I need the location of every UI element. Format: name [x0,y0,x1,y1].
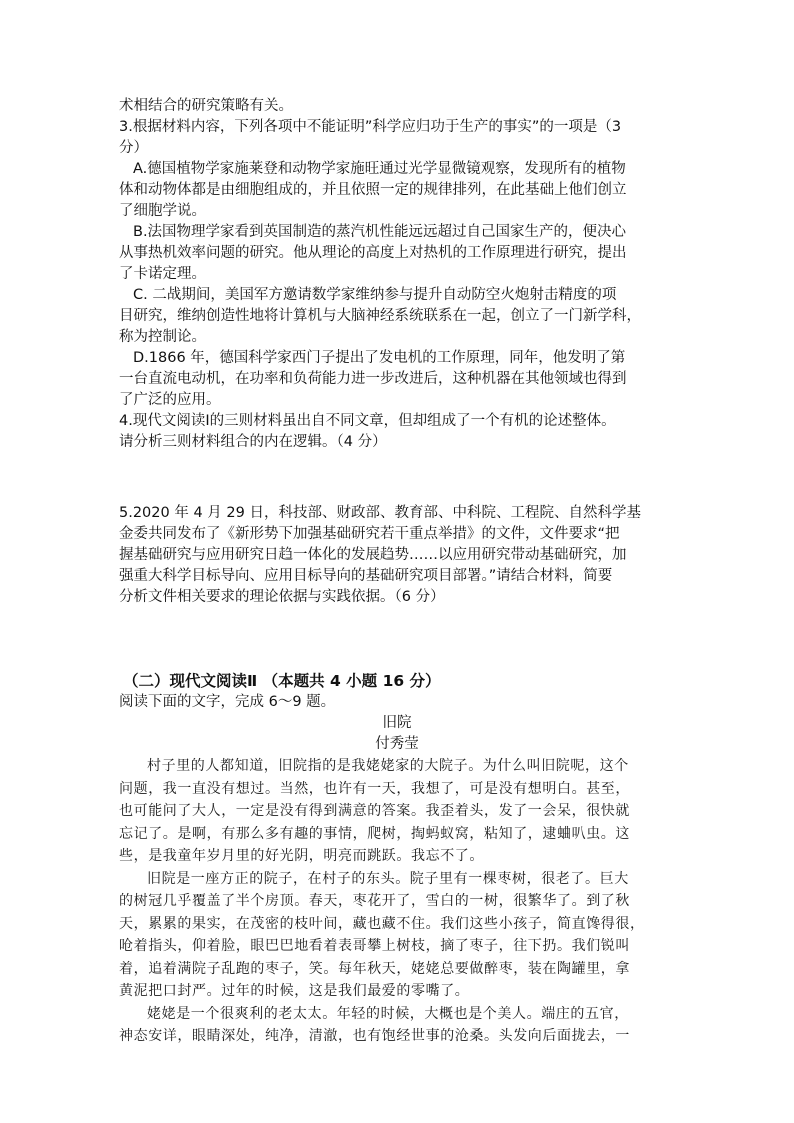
story-line: 忘记了。是啊，有那么多有趣的事情，爬树，掏蚂蚁窝，粘知了，逮蛐叭虫。这 [119,825,630,842]
exam-page [119,96,675,1048]
question-5 [119,503,675,608]
question-3-option-d [119,348,675,411]
intro-tail-text: 术相结合的研究策略有关。 [119,98,293,114]
question-4-line: 请分析三则材料组合的内在逻辑。（4 分） [119,434,387,450]
question-4-line: 4.现代文阅读Ⅰ的三则材料虽出自不同文章，但却组成了一个有机的论述整体。 [119,413,616,429]
story-line: 姥姥是一个很爽利的老太太。年轻的时候，大概也是个美人。端庄的五官， [147,1005,629,1022]
option-a-line: A.德国植物学家施莱登和动物学家施旺通过光学显微镜观察，发现所有的植物 [133,161,626,177]
question-3-stem-line: 分） [119,140,148,156]
story-line: 村子里的人都知道，旧院指的是我姥姥家的大院子。为什么叫旧院呢，这个 [147,758,629,774]
question-3-option-c [119,285,675,348]
story-line: 的树冠几乎覆盖了半个房顶。春天，枣花开了，雪白的一树，很繁华了。到了秋 [119,893,630,909]
story-paragraph [119,755,675,868]
story-paragraph [119,868,675,1003]
story-line: 天，累累的果实，在茂密的枝叶间，藏也藏不住。我们这些小孩子，简直馋得很， [119,915,645,932]
story-line: 呛着指头，仰着脸，眼巴巴地看着表哥攀上树枝，摘了枣子，往下扔。我们锐叫 [119,938,630,954]
option-d-line: 一台直流电动机，在功率和负荷能力进一步改进后，这种机器在其他领域也得到 [119,371,627,387]
question-3 [119,117,675,411]
question-3-option-b [119,222,675,285]
option-b-line: 了卡诺定理。 [119,266,206,282]
option-c-line: 称为控制论。 [119,329,206,345]
section-heading: （二）现代文阅读Ⅱ （本题共 4 小题 16 分） [123,672,441,690]
question-4 [119,411,675,453]
story-author: 付秀莹 [375,736,419,752]
question-5-line: 分析文件相关要求的理论依据与实践依据。（6 分） [119,589,445,605]
option-c-line: C. 二战期间，美国军方邀请数学家维纳参与提升自动防空火炮射击精度的项 [133,287,617,303]
question-5-line: 握基础研究与应用研究日趋一体化的发展趋势……以应用研究带动基础研究，加 [119,547,627,563]
option-a-line: 了细胞学说。 [119,203,206,219]
option-b-line: 从事热机效率问题的研究。他从理论的高度上对热机的工作原理进行研究，提出 [119,245,627,261]
section-instruction: 阅读下面的文字，完成 6～9 题。 [119,694,336,710]
question-3-option-a [119,159,675,222]
answer-space [119,453,675,503]
story-line: 些，是我童年岁月里的好光阴，明亮而跳跃。我忘不了。 [119,848,484,864]
question-5-line: 金委共同发布了《新形势下加强基础研究若干重点举措》的文件，文件要求“把 [119,526,620,542]
answer-space [119,608,675,666]
story-paragraph [119,1003,675,1048]
option-c-line: 目研究，维纳创造性地将计算机与大脑神经系统联系在一起，创立了一门新学科， [119,308,641,324]
story-title: 旧院 [382,715,412,731]
option-d-line: 了广泛的应用。 [119,392,221,408]
story-line: 神态安详，眼睛深处，纯净，清澈，也有饱经世事的沧桑。头发向后面拢去，一 [119,1028,630,1044]
story-line: 着，追着满院子乱跑的枣子，笑。每年秋天，姥姥总要做醉枣，装在陶罐里，拿 [119,960,630,977]
story-line: 问题，我一直没有想过。当然，也许有一天，我想了，可是没有想明白。甚至， [119,780,630,797]
story-line: 也可能问了大人，一定是没有得到满意的答案。我歪着头，发了一会呆，很快就 [119,803,630,819]
question-5-line: 强重大科学目标导向、应用目标导向的基础研究项目部署。”请结合材料，简要 [119,568,613,584]
question-5-line: 5.2020 年 4 月 29 日，科技部、财政部、教育部、中科院、工程院、自然科学基 [119,505,641,521]
question-3-stem-line: 3.根据材料内容，下列各项中不能证明”科学应归功于生产的事实”的一项是（3 [119,119,622,135]
option-b-line: B.法国物理学家看到英国制造的蒸汽机性能远远超过自己国家生产的，便决心 [133,224,627,240]
option-a-line: 体和动物体都是由细胞组成的，并且依照一定的规律排列，在此基础上他们创立 [119,182,627,198]
story-line: 旧院是一座方正的院子，在村子的东头。院子里有一棵枣树，很老了。巨大 [147,870,629,887]
story-line: 黄泥把口封严。过年的时候，这是我们最爱的零嘴了。 [119,983,470,999]
option-d-line: D.1866 年，德国科学家西门子提出了发电机的工作原理，同年，他发明了第 [133,350,626,366]
section-2 [119,670,675,1048]
